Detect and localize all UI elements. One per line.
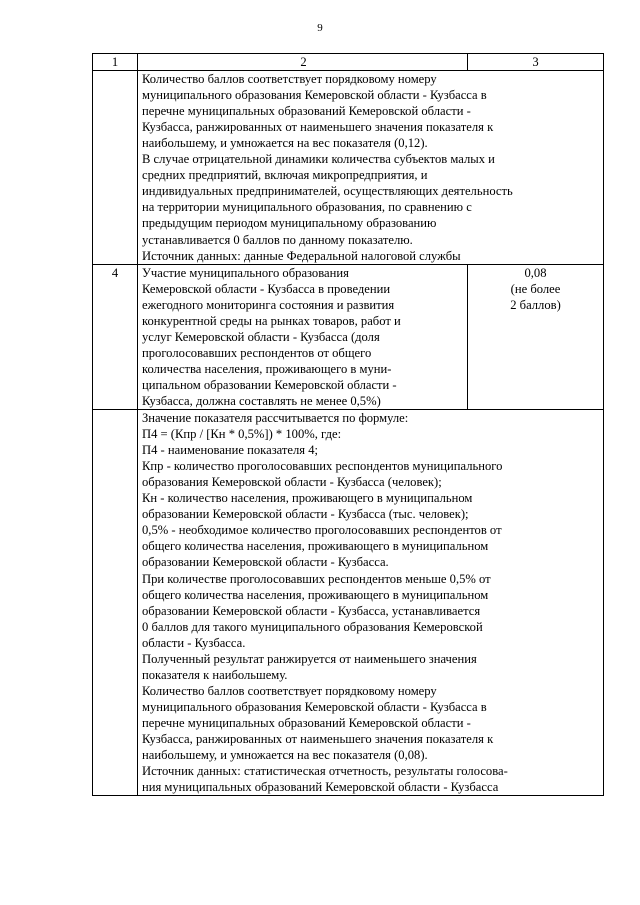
title-line: проголосовавших респондентов от общего [142,345,372,360]
continuation-text-cell [138,71,604,265]
text-line: устанавливается 0 баллов по данному показателю. [142,232,413,247]
description-line: Количество баллов соответствует порядковому номеру [142,683,437,698]
description-line: муниципального образования Кемеровской области - Кузбасса в [142,699,487,714]
text-line: муниципального образования Кемеровской области - Кузбасса в [142,88,487,103]
description-line: При количестве проголосовавших респондентов меньше 0,5% от [142,571,491,586]
description-line: показателя к наибольшему. [142,667,288,682]
header-col-2: 2 [138,54,468,71]
description-line: общего количества населения, проживающего в муниципальном [142,539,489,554]
text-line: индивидуальных предпринимателей, осуществляющих деятельность [142,184,513,199]
description-line: образовании Кемеровской области - Кузбасса. [142,555,389,570]
text-line: перечне муниципальных образований Кемеровской области - [142,104,471,119]
weight-line: (не более [510,281,561,296]
row-4-empty-number-cell [93,410,138,796]
description-line: образовании Кемеровской области - Кузбасса (тыс. человек); [142,507,469,522]
continuation-text [142,71,601,264]
indicator-table [92,53,604,796]
description-line: ния муниципальных образований Кемеровской области - Кузбасса [142,780,499,795]
row-4-title [142,265,465,409]
table-row-continuation [93,71,604,265]
title-line: количества населения, проживающего в муни- [142,361,392,376]
description-line: перечне муниципальных образований Кемеровской области - [142,715,471,730]
description-line: области - Кузбасса. [142,635,246,650]
title-line: ципальном образовании Кемеровской области - [142,377,397,392]
title-line: Кемеровской области - Кузбасса в проведении [142,281,391,296]
text-line: Кузбасса, ранжированных от наименьшего значения показателя к [142,120,494,135]
text-line: предыдущим периодом муниципальному образованию [142,216,437,231]
table-header-row [93,54,604,71]
page-number: 9 [317,22,323,34]
row-4-description-cell [138,410,604,796]
description-line: 0 баллов для такого муниципального образования Кемеровской [142,619,483,634]
description-line: общего количества населения, проживающего в муниципальном [142,587,489,602]
title-line: конкурентной среды на рынках товаров, работ и [142,313,401,328]
header-col-1: 1 [93,54,138,71]
text-line: средних предприятий, включая микропредприятия, и [142,168,428,183]
row-4-number: 4 [93,264,138,409]
weight-line: 2 баллов) [510,297,561,312]
description-line: образовании Кемеровской области - Кузбасса, устанавливается [142,603,481,618]
description-line: Полученный результат ранжируется от наименьшего значения [142,651,477,666]
title-line: Участие муниципального образования [142,265,349,280]
description-line: П4 = (Кпр / [Кн * 0,5%]) * 100%, где: [142,427,342,442]
text-line: В случае отрицательной динамики количества субъектов малых и [142,152,495,167]
title-line: ежегодного мониторинга состояния и развития [142,297,395,312]
title-line: услуг Кемеровской области - Кузбасса (доля [142,329,380,344]
description-line: Кпр - количество проголосовавших респондентов муниципального [142,459,503,474]
row-4-weight-cell [468,264,604,409]
description-line: наибольшему, и умножается на вес показателя (0,08). [142,748,428,763]
text-line: на территории муниципального образования, по сравнению с [142,200,472,215]
description-line: П4 - наименование показателя 4; [142,443,319,458]
description-line: Источник данных: статистическая отчетность, результаты голосова- [142,764,508,779]
row-4-title-cell [138,264,468,409]
description-line: 0,5% - необходимое количество проголосовавших респондентов от [142,523,502,538]
table-row-4-description [93,410,604,796]
description-line: Кн - количество населения, проживающего в муниципальном [142,491,473,506]
description-line: Кузбасса, ранжированных от наименьшего значения показателя к [142,731,494,746]
text-line: Источник данных: данные Федеральной налоговой службы [142,248,461,263]
table-row-4 [93,264,604,409]
row-4-weight [468,265,603,313]
description-line: Значение показателя рассчитывается по формуле: [142,411,409,426]
text-line: Количество баллов соответствует порядковому номеру [142,72,437,87]
header-col-3: 3 [468,54,604,71]
title-line: Кузбасса, должна составлять не менее 0,5%) [142,393,381,408]
row-4-description [142,410,601,795]
row-number-cell [93,71,138,265]
description-line: образования Кемеровской области - Кузбасса (человек); [142,475,442,490]
weight-line: 0,08 [524,265,547,280]
text-line: наибольшему, и умножается на вес показателя (0,12). [142,136,428,151]
